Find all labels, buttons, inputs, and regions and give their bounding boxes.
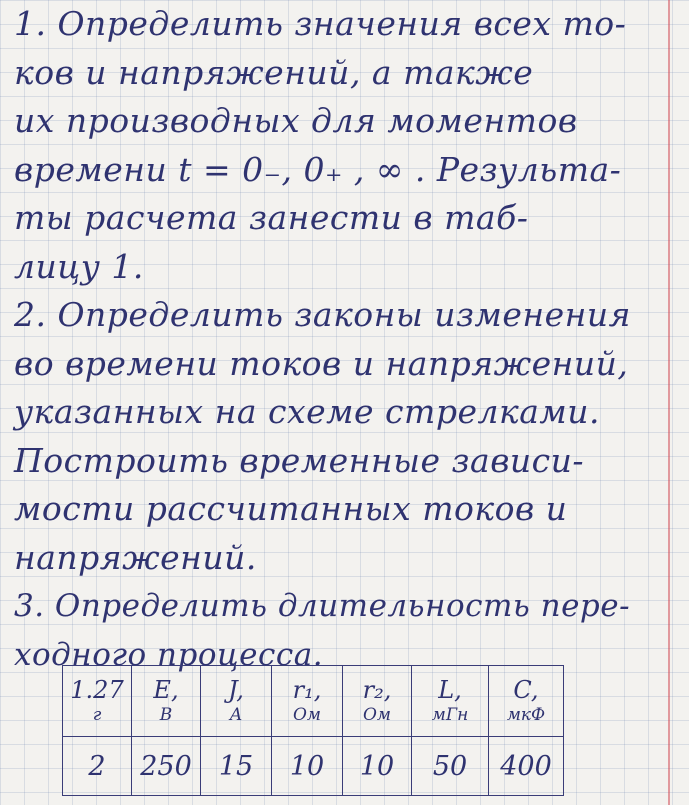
- text-line: ков и напряжений, а также: [14, 52, 534, 92]
- text-line: ты расчета занести в таб-: [14, 198, 529, 237]
- text-line: лицу 1.: [14, 246, 144, 286]
- header-name: E,: [153, 676, 179, 704]
- table-row: [63, 737, 564, 796]
- header-name: 1.27: [70, 676, 124, 704]
- header-cell: [343, 666, 412, 737]
- header-unit: мГн: [431, 705, 469, 725]
- header-unit: мкФ: [506, 705, 546, 725]
- text-line: во времени токов и напряжений,: [14, 343, 629, 383]
- header-unit: г: [92, 705, 102, 725]
- text-line: мости рассчитанных токов и: [14, 489, 568, 528]
- header-unit: А: [229, 705, 243, 725]
- parameters-table: [62, 665, 564, 796]
- text-line: указанных на схеме стрелками.: [14, 392, 600, 431]
- header-cell: [201, 666, 272, 737]
- header-name: J,: [228, 676, 244, 704]
- header-cell: [272, 666, 343, 737]
- header-unit: Ом: [362, 705, 392, 725]
- header-cell: [132, 666, 201, 737]
- header-cell: [412, 666, 489, 737]
- text-line: 2. Определить законы изменения: [14, 295, 631, 334]
- header-name: r₂,: [362, 676, 392, 704]
- text-line: их производных для моментов: [14, 101, 578, 140]
- value-cell: 10: [343, 737, 412, 796]
- text-line: напряжений.: [14, 537, 257, 577]
- text-line: ходного процесса.: [14, 636, 324, 673]
- value-cell: 2: [63, 737, 132, 796]
- header-cell: [63, 666, 132, 737]
- value-cell: 15: [201, 737, 272, 796]
- header-unit: Ом: [292, 705, 322, 725]
- text-line: 3. Определить длительность пере-: [14, 588, 631, 624]
- text-line: Построить временные зависи-: [14, 440, 585, 480]
- notebook-margin-line: [668, 0, 670, 805]
- value-cell: 50: [412, 737, 489, 796]
- text-line: 1. Определить значения всех то-: [14, 4, 627, 43]
- value-cell: 10: [272, 737, 343, 796]
- header-unit: В: [159, 705, 173, 725]
- value-cell: 400: [489, 737, 564, 796]
- header-name: r₁,: [292, 676, 322, 704]
- header-name: C,: [513, 676, 539, 704]
- header-name: L,: [438, 676, 462, 704]
- value-cell: 250: [132, 737, 201, 796]
- header-cell: [489, 666, 564, 737]
- text-line: времени t = 0₋, 0₊ , ∞ . Результа-: [14, 149, 622, 189]
- handwritten-task-text: [14, 0, 664, 679]
- table-header-row: [63, 666, 564, 737]
